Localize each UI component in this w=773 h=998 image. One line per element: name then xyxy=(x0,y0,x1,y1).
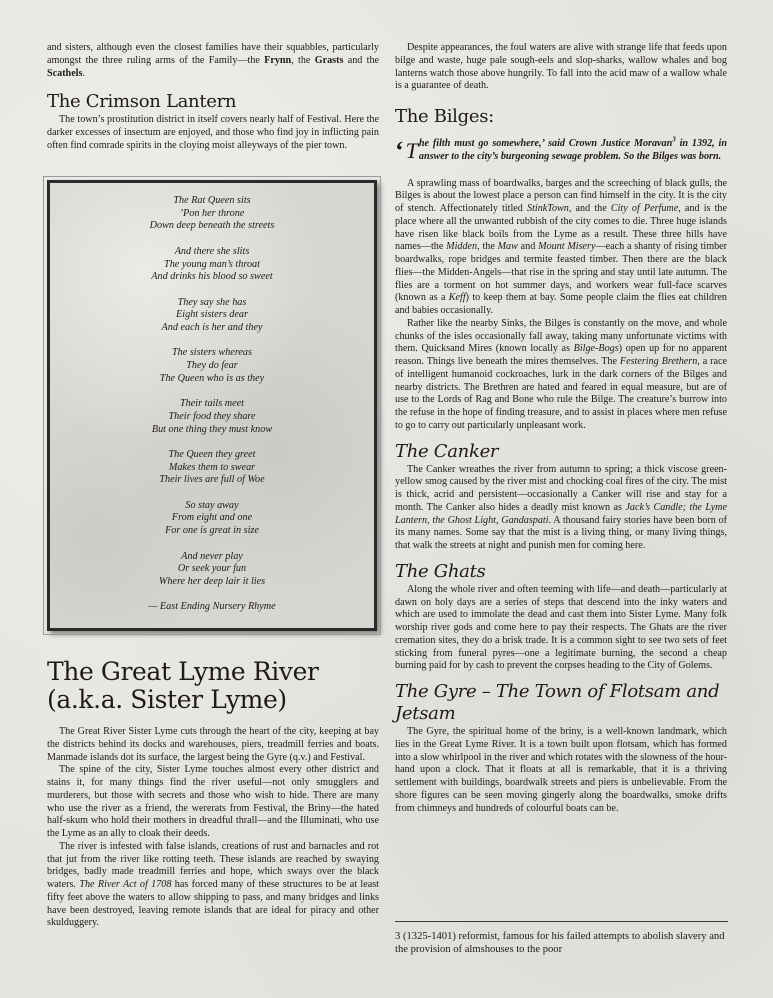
poem-line: And drinks his blood so sweet xyxy=(151,271,273,283)
poem-stanza xyxy=(50,297,374,335)
poem-line: So stay away xyxy=(185,499,239,511)
quote-text: he filth must go somewhere,’ said Crown Justice Moravan$^3$ in 1392, in answer to the city’s burgeoning sewage problem. So the Bilges was born. xyxy=(418,135,728,162)
poem-credit: — East Ending Nursery Rhyme xyxy=(148,601,276,613)
ghats-heading: The Ghats xyxy=(395,560,486,582)
poem-line: And each is her and they xyxy=(161,322,263,333)
poem-line: ’Pon her throne xyxy=(179,207,245,219)
quote-mark: ‘ xyxy=(395,136,404,165)
footnote: 3 (1325-1401) reformist, famous for his failed attempts to abolish slavery and the provision of almshouses to the poor xyxy=(395,931,725,955)
crimson-lantern-heading: The Crimson Lantern xyxy=(47,91,237,113)
bilges-heading: The Bilges: xyxy=(395,106,494,127)
poem-line: Or seek your fun xyxy=(177,563,247,575)
bilges-paragraph-1: A sprawling mass of boardwalks, barges and the screeching of black gulls, the Bilges is about the lowest place a person can find himself in the city. It is the city of stench. Affectionately titled StinkTown, and the City of Perfume, and is the place where all the unwanted rubbish of the city comes to die. Three huge islands have risen like black boils from the Lyme as a result. These three hills have names—the Midden, the Maw and Mount Misery—each a shanty of rising timber boardwalks, rope bridges and termite feasted timber. Then there are the black flies—the Midden-Angels—that rise in the spring and stay until late autumn. The flies are a torment on hot summer days, and workers wear full-face scarves (known as a Keff) to keep them at bay. Some people claim the flies eat children and babies occasionally. xyxy=(395,177,727,316)
poem-line: Their tails meet xyxy=(180,398,244,410)
poem-line: The sisters whereas xyxy=(172,347,252,359)
ghats-paragraph: Along the whole river and often teeming with life—and death—particularly at dawn on holy days are a series of steps that descend into the inky waters and which are used to immolate the dead and cast them into Sister Lyme. Many folk worship river gods and come here to pay their respects. The Ghats are the river cremation sites, they do a brisk trade. It is a common sight to see two sets of feet sticking from funeral pyres—one a legitimate burning, the second a cheap burning paid for by cash to prevent the corpses heading to the City of Golems. xyxy=(395,583,727,672)
poem-line: From eight and one xyxy=(171,512,253,524)
left-column xyxy=(47,42,379,153)
nursery-rhyme xyxy=(50,195,374,614)
river-paragraph-1: The Great River Sister Lyme cuts through the heart of the city, keeping at bay the districts behind its docks and warehouses, piers, treadmill ferries and boats. Manmade islands dot its surface, the largest being the Gyre (q.v.) and Festival. xyxy=(47,726,379,763)
poem-line: And never play xyxy=(181,550,243,562)
poem-line: Their lives are full of Woe xyxy=(159,474,265,486)
poem-line: And there she slits xyxy=(174,245,250,257)
bilges-paragraph-2: Rather like the nearby Sinks, the Bilges is constantly on the move, and whole chunks of the isles occasionally fall away, taking many unfortunate victims with them. Quicksand Mires (known locally as Bilge-Bogs) open up for no apparent reason. Things live beneath the mires themselves. The Festering Brethern, a race of intelligent humanoid cockroaches, lurk in the dark corners of the Bilges and nearby districts. The Brethren are hated and feared in equal measure, but are of use to the Lords of Rag and Bone who rule the Bilge. The creature’s burrow into the refuse in the hope of finding treasure, and to assist in places where men refuse to go to carry out particularly unpleasant work. xyxy=(395,317,728,431)
poem-line: Where her deep lair it lies xyxy=(158,575,266,587)
poem-line: The Queen who is as they xyxy=(159,372,265,384)
river-paragraph-3: The river is infested with false islands, creations of rust and barnacles and rot that jut from the river like rotting teeth. These islands are reached by swaying bridges, badly made treadmill ferries and hope, which sways over the black waters. The River Act of 1708 has forced many of these structures to be at least fifty feet above the waters to allow shipping to pass, and many bridges and links have been destroyed, leaving remote islands that are ideal for piracy and other skulduggery. xyxy=(47,840,379,929)
left-intro-paragraph: and sisters, although even the closest families have their squabbles, particularly amongst the three ruling arms of the Family—the Frynn, the Grasts and the Scathels. xyxy=(47,42,379,79)
river-paragraph-2: The spine of the city, Sister Lyme touches almost every other district and stains it, for many things find the river useful—not only smugglers and murderers, but those with secrets and those who wish to hide. There are many who use the river as a friend, the wererats from Festival, the Briny—the hated half-skum who hold their mothers in dreadful thrall—and the Illuminati, who use the Lyme as an ally to cloak their deeds. xyxy=(47,764,379,839)
poem-line: The Rat Queen sits xyxy=(173,195,251,206)
canker-heading: The Canker xyxy=(395,440,499,462)
poem-stanza xyxy=(50,500,374,538)
poem-line: They do fear xyxy=(186,360,238,372)
gyre-heading: The Gyre – The Town of Flotsam and Jetsam xyxy=(395,681,720,724)
poem-stanza xyxy=(50,246,374,284)
footnote-divider xyxy=(395,921,728,922)
nursery-rhyme-box xyxy=(47,180,377,631)
poem-line: Their food they share xyxy=(168,410,256,422)
crimson-lantern-paragraph: The town’s prostitution district in itself covers nearly half of Festival. Here the darker excesses of insectum are enjoyed, and those who find joy in inflicting pain often find comrade spirits in the cloying moist alleyways of the pier town. xyxy=(47,114,379,151)
poem-stanza xyxy=(50,195,374,233)
right-intro-paragraph: Despite appearances, the foul waters are alive with strange life that feeds upon bilge and waste, huge pale sough-eels and slop-sharks, wallow whales and bog lanterns watch those above hungrily. To fall into the acid maw of a wallow whale is a guarantee of death. xyxy=(395,42,727,92)
gyre-paragraph: The Gyre, the spiritual home of the briny, is a well-known landmark, which lies in the Great Lyme River. It is a town built upon flotsam, which has formed into a slow whirlpool in the river and which rotates with the slowness of the hour-hand upon a clock. That it floats at all is remarkable, that it is a thriving settlement with buildings, boardwalk streets and piers is unbelievable. From the shore figures can be seen moving gingerly along the boardwalks, smoke drifts from chimneys and hundreds of colourful boats can be. xyxy=(395,726,727,814)
poem-line: Eight sisters dear xyxy=(176,309,248,321)
great-lyme-river-heading: The Great Lyme River (a.k.a. Sister Lyme) xyxy=(47,657,319,714)
poem-line: The Queen they greet xyxy=(168,448,256,460)
poem-line: But one thing they must know xyxy=(151,423,273,435)
canker-paragraph: The Canker wreathes the river from autumn to spring; a thick viscose green-yellow smog caused by the river mist and chocking coal fires of the city. The mist is thick, acrid and persistent—occasionally a Canker will rise and stay for a month. The Canker also hides a deadly mist known as Jack’s Candle; the Lyme Lantern, the Ghost Light, Gandaspati. A thousand fairy stories have been born of its many names. Some say that the mist is a living thing, or many living things, that walk the streets at night and punish men for coming here. xyxy=(395,463,727,551)
poem-line: They say she has xyxy=(177,296,247,308)
right-column xyxy=(395,42,727,815)
poem-stanza xyxy=(50,398,374,436)
bilges-quote xyxy=(395,135,728,165)
poem-line: Makes them to swear xyxy=(168,461,256,473)
poem-line: For one is great in size xyxy=(165,525,259,537)
poem-stanza xyxy=(50,551,374,589)
quote-drop-cap: T xyxy=(405,138,418,163)
poem-stanza xyxy=(50,449,374,487)
poem-stanza xyxy=(50,347,374,385)
poem-line: Down deep beneath the streets xyxy=(149,220,275,232)
great-lyme-river-section xyxy=(47,658,379,930)
poem-line: The young man’s throat xyxy=(164,258,260,270)
